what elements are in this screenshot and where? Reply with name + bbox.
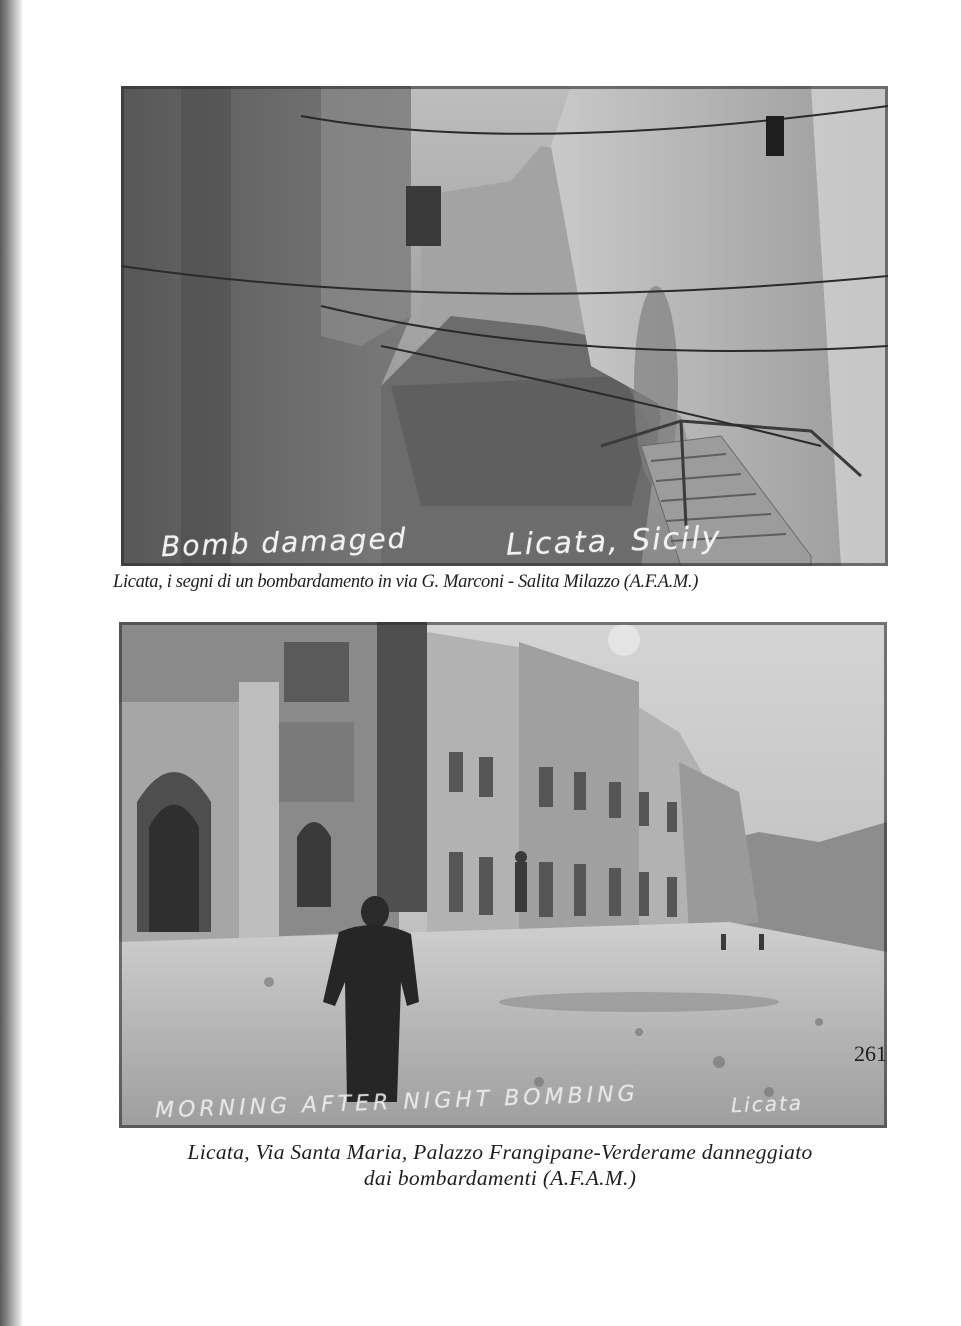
photo-inscription-left: MORNING AFTER NIGHT BOMBING xyxy=(154,1081,640,1124)
photo-caption-line-1: Licata, Via Santa Maria, Palazzo Frangipane-Verderame danneggiato xyxy=(187,1140,813,1164)
photo-caption-line-2: dai bombardamenti (A.F.A.M.) xyxy=(363,1166,637,1190)
photo-bomb-damaged-street-image xyxy=(121,86,888,566)
photo-via-santa-maria-image xyxy=(119,622,887,1128)
photo-inscription-right: Licata xyxy=(730,1090,804,1118)
photo-inscription-left: Bomb damaged xyxy=(160,521,408,564)
photo-bomb-damaged-street xyxy=(121,86,888,566)
photo-caption: Licata, i segni di un bombardamento in via G. Marconi - Salita Milazzo (A.F.A.M.) xyxy=(113,572,699,592)
photo-inscription-right: Licata, Sicily xyxy=(505,520,722,563)
book-binding-shadow xyxy=(0,0,22,1326)
page-number: 261 xyxy=(854,1041,887,1066)
photo-via-santa-maria xyxy=(119,622,887,1128)
